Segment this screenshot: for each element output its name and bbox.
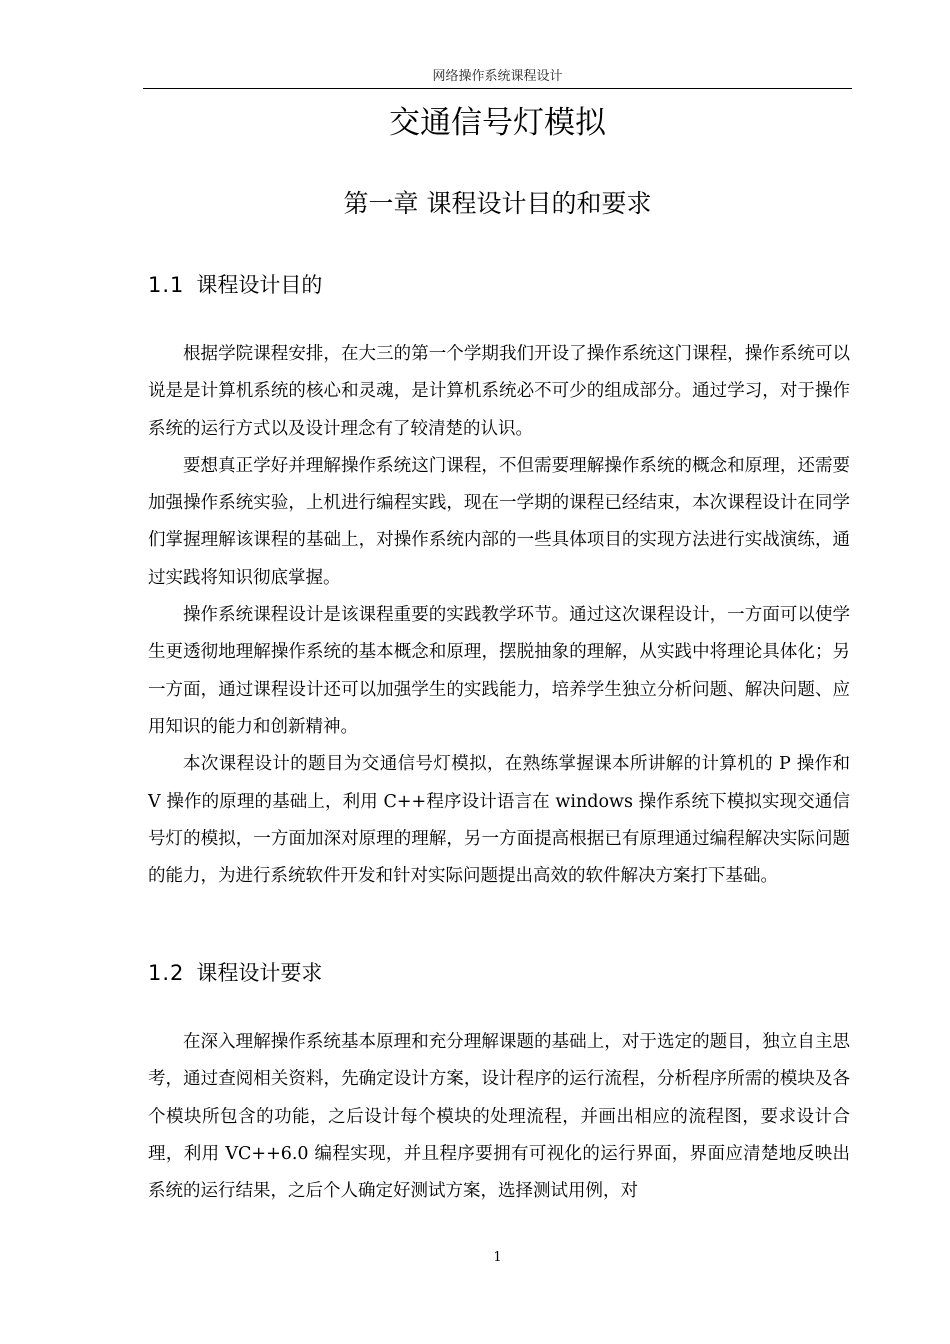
document-title: 交通信号灯模拟 <box>389 105 606 141</box>
page-number: 1 <box>493 1250 502 1265</box>
section-number: 1.1 <box>148 273 185 297</box>
section-number: 1.2 <box>148 961 185 985</box>
header-rule <box>143 88 852 89</box>
section-heading-1-1 <box>148 270 322 300</box>
paragraph: 本次课程设计的题目为交通信号灯模拟，在熟练掌握课本所讲解的计算机的 P 操作和 V 操作的原理的基础上，利用 C++程序设计语言在 windows 操作系统下模拟实现交通信号灯的模拟，一方面加深对原理的理解，另一方面提高根据已有原理通过编程解决实际问题的能力，为进行系统软件开发和针对实际问题提出高效的软件解决方案打下基础。 <box>148 754 850 887</box>
paragraph: 操作系统课程设计是该课程重要的实践教学环节。通过这次课程设计，一方面可以使学生更透彻地理解操作系统的基本概念和原理，摆脱抽象的理解，从实践中将理论具体化；另一方面，通过课程设计还可以加强学生的实践能力，培养学生独立分析问题、解决问题、应用知识的能力和创新精神。 <box>148 605 850 737</box>
paragraph: 根据学院课程安排，在大三的第一个学期我们开设了操作系统这门课程，操作系统可以说是是计算机系统的核心和灵魂，是计算机系统必不可少的组成部分。通过学习，对于操作系统的运行方式以及设计理念有了较清楚的认识。 <box>148 344 850 439</box>
section-title: 课程设计要求 <box>196 961 323 985</box>
section-1-2-body <box>148 1024 850 1210</box>
running-header: 网络操作系统课程设计 <box>432 69 563 84</box>
paragraph: 在深入理解操作系统基本原理和充分理解课题的基础上，对于选定的题目，独立自主思考，通过查阅相关资料，先确定设计方案，设计程序的运行流程，分析程序所需的模块及各个模块所包含的功能，之后设计每个模块的处理流程，并画出相应的流程图，要求设计合理，利用 VC++6.0 编程实现，并且程序要拥有可视化的运行界面，界面应清楚地反映出系统的运行结果，之后个人确定好测试方案，选择测试用例，对 <box>148 1032 850 1202</box>
section-title: 课程设计目的 <box>196 273 323 297</box>
chapter-title: 第一章 课程设计目的和要求 <box>343 189 652 218</box>
section-heading-1-2 <box>148 958 322 988</box>
paragraph: 要想真正学好并理解操作系统这门课程，不但需要理解操作系统的概念和原理，还需要加强操作系统实验，上机进行编程实践，现在一学期的课程已经结束，本次课程设计在同学们掌握理解该课程的基础上，对操作系统内部的一些具体项目的实现方法进行实战演练，通过实践将知识彻底掌握。 <box>148 455 850 588</box>
section-1-1-body <box>148 336 850 895</box>
